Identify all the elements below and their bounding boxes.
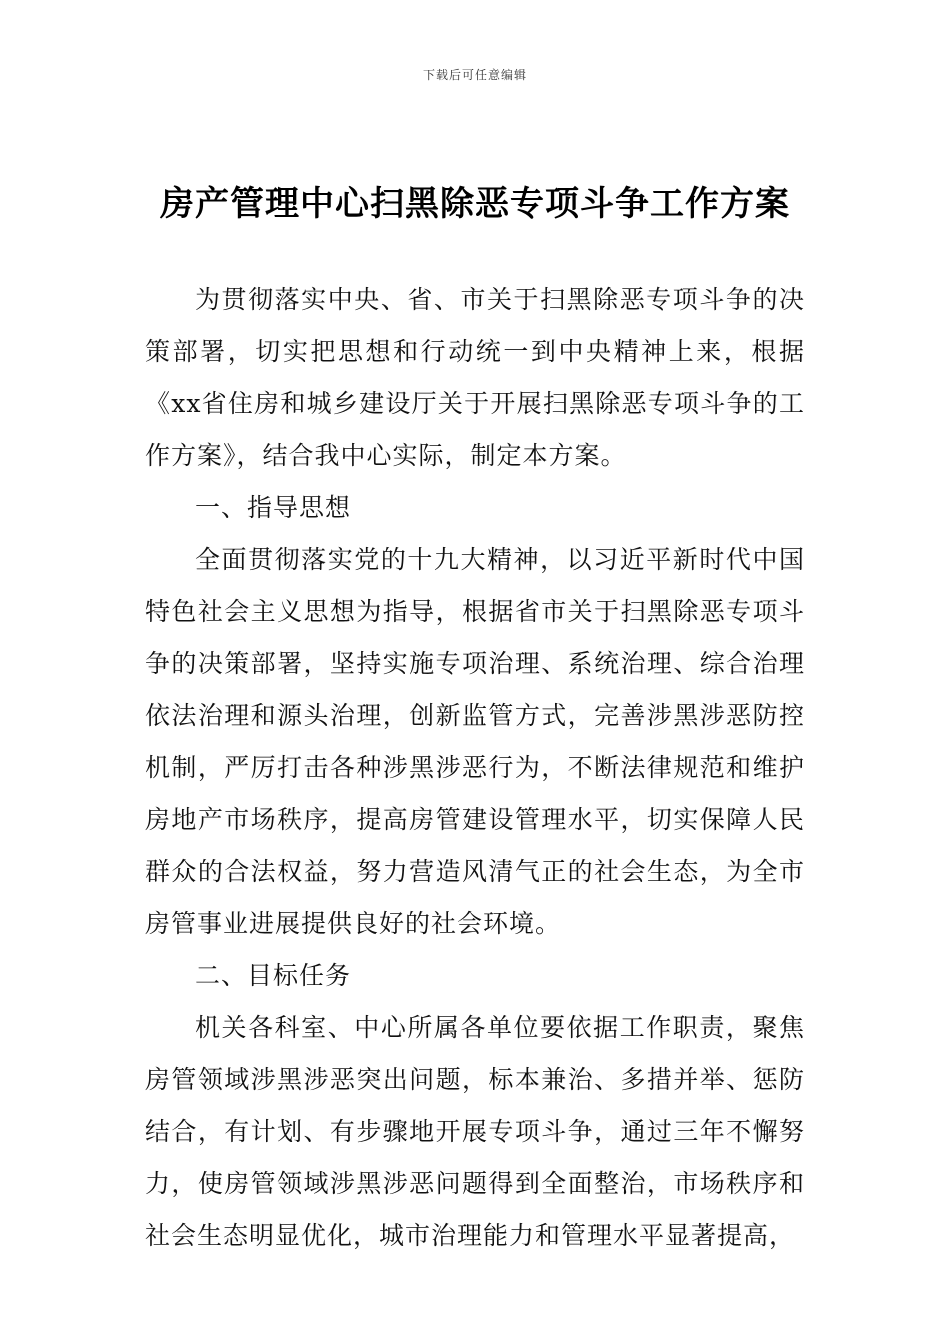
document-body — [145, 274, 805, 1262]
section-heading-objectives: 二、目标任务 — [195, 961, 352, 990]
document-title: 房产管理中心扫黑除恶专项斗争工作方案 — [160, 184, 790, 224]
section-paragraph-objectives: 机关各科室、中心所属各单位要依据工作职责，聚焦房管领域涉黑涉恶突出问题，标本兼治、多措并举、惩防结合，有计划、有步骤地开展专项斗争，通过三年不懈努力，使房管领域涉黑涉恶问题得到全面整治，市场秩序和社会生态明显优化，城市治理能力和管理水平显著提高， — [145, 1013, 805, 1250]
intro-paragraph: 为贯彻落实中央、省、市关于扫黑除恶专项斗争的决策部署，切实把思想和行动统一到中央精神上来，根据《xx省住房和城乡建设厅关于开展扫黑除恶专项斗争的工作方案》，结合我中心实际，制定本方案。 — [145, 285, 805, 470]
section-heading-guiding-ideology: 一、指导思想 — [195, 493, 352, 522]
header-note: 下载后可任意编辑 — [422, 68, 527, 82]
section-paragraph-guiding-ideology: 全面贯彻落实党的十九大精神，以习近平新时代中国特色社会主义思想为指导，根据省市关于扫黑除恶专项斗争的决策部署，坚持实施专项治理、系统治理、综合治理依法治理和源头治理，创新监管方式，完善涉黑涉恶防控机制，严厉打击各种涉黑涉恶行为，不断法律规范和维护房地产市场秩序，提高房管建设管理水平，切实保障人民群众的合法权益，努力营造风清气正的社会生态，为全市房管事业进展提供良好的社会环境。 — [145, 545, 805, 938]
